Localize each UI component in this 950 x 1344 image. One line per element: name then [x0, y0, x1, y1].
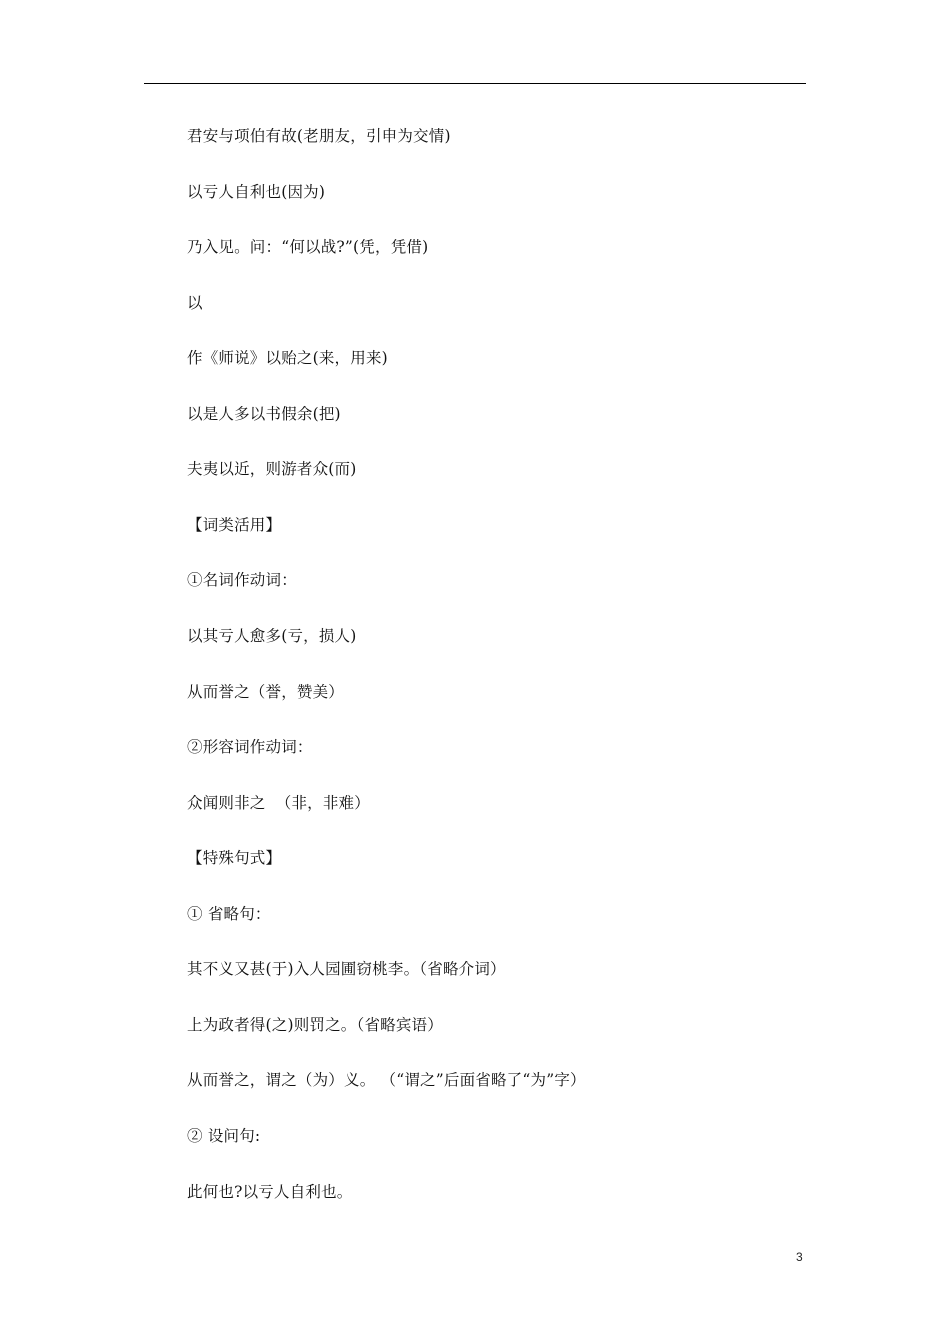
text-line: 作《师说》以贻之(来，用来): [187, 349, 388, 367]
subsection-heading: ② 设问句:: [187, 1127, 261, 1145]
text-line: 以亏人自利也(因为): [187, 183, 326, 201]
text-line: 以是人多以书假余(把): [187, 405, 341, 423]
page-number: 3: [796, 1250, 803, 1264]
text-line: 以其亏人愈多(亏，损人): [187, 627, 357, 645]
text-line: 从而誉之，谓之（为）义。 （“谓之”后面省略了“为”字）: [187, 1071, 586, 1089]
header-rule: [144, 83, 806, 84]
text-line: 君安与项伯有故(老朋友，引申为交情): [187, 127, 451, 145]
section-heading: 【特殊句式】: [187, 849, 282, 867]
text-line: 其不义又甚(于)入人园圃窃桃李。（省略介词）: [187, 960, 506, 978]
text-line: 此何也?以亏人自利也。: [187, 1183, 353, 1201]
text-line: 乃入见。问：“何以战?”(凭，凭借): [187, 238, 429, 256]
subsection-heading: ①名词作动词：: [187, 571, 297, 589]
text-line: 众闻则非之 （非，非难）: [187, 794, 370, 812]
subsection-heading: ②形容词作动词：: [187, 738, 313, 756]
text-line: 以: [187, 294, 203, 312]
text-line: 从而誉之（誉，赞美）: [187, 683, 345, 701]
text-line: 上为政者得(之)则罚之。（省略宾语）: [187, 1016, 443, 1034]
text-line: 夫夷以近，则游者众(而): [187, 460, 357, 478]
section-heading: 【词类活用】: [187, 516, 282, 534]
subsection-heading: ① 省略句：: [187, 905, 271, 923]
